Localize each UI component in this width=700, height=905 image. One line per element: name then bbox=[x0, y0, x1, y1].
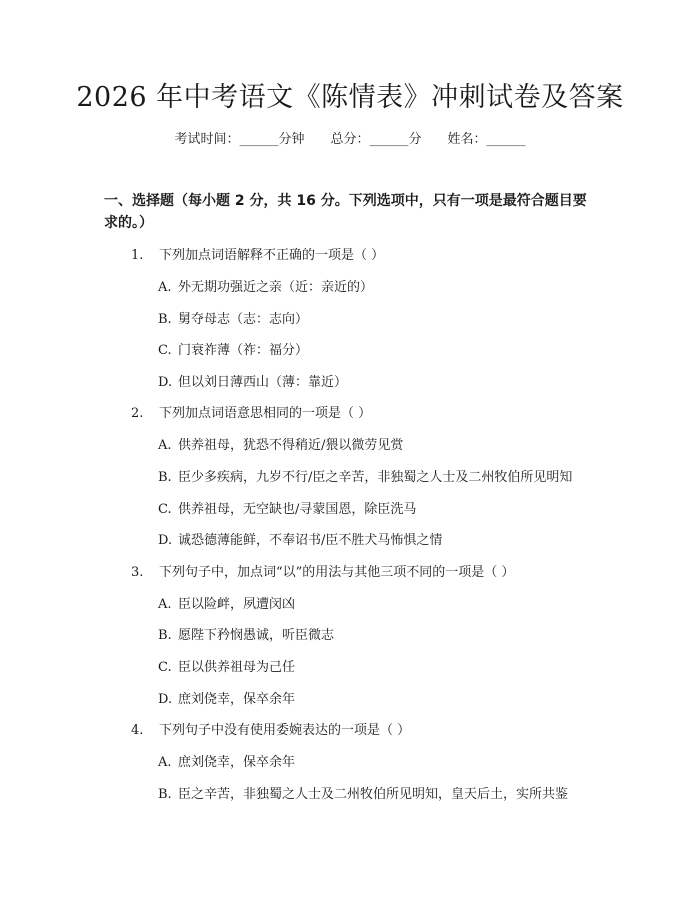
exam-title: 2026 年中考语文《陈情表》冲刺试卷及答案 bbox=[76, 82, 624, 113]
question-2-option-d bbox=[0, 525, 700, 557]
option-letter: D. bbox=[158, 533, 173, 549]
option-letter: A. bbox=[158, 755, 172, 771]
option-text: 供养祖母，犹恐不得稍近/猥以微劳见赏 bbox=[178, 438, 404, 454]
option-letter: B. bbox=[158, 628, 172, 644]
option-letter: B. bbox=[158, 311, 172, 327]
question-3-option-c bbox=[0, 652, 700, 684]
question-3-option-b bbox=[0, 620, 700, 652]
question-3-option-a bbox=[0, 589, 700, 621]
question-number: 4. bbox=[131, 723, 144, 739]
option-text: 门衰祚薄（祚：福分） bbox=[178, 343, 309, 359]
question-4-option-b bbox=[0, 779, 700, 811]
option-text: 臣少多疾病，九岁不行/臣之辛苦，非独蜀之人士及二州牧伯所见明知 bbox=[178, 469, 573, 485]
question-stem: 下列加点词语意思相同的一项是（ ） bbox=[159, 406, 372, 422]
option-letter: D. bbox=[158, 374, 173, 390]
option-letter: C. bbox=[158, 659, 172, 675]
option-text: 舅夺母志（志：志向） bbox=[178, 311, 309, 327]
question-4 bbox=[0, 715, 700, 747]
question-list bbox=[0, 240, 700, 810]
question-1-option-d bbox=[0, 367, 700, 399]
option-letter: B. bbox=[158, 786, 172, 802]
question-number: 3. bbox=[131, 564, 144, 580]
option-text: 臣以险衅，夙遭闵凶 bbox=[178, 596, 296, 612]
section-heading: 一、选择题（每小题 2 分，共 16 分。下列选项中，只有一项是最符合题目要求的。） bbox=[104, 193, 587, 231]
question-4-option-a bbox=[0, 747, 700, 779]
question-1 bbox=[0, 240, 700, 272]
question-stem: 下列句子中没有使用委婉表达的一项是（ ） bbox=[159, 723, 411, 739]
question-3 bbox=[0, 557, 700, 589]
option-letter: C. bbox=[158, 343, 172, 359]
question-1-option-c bbox=[0, 335, 700, 367]
option-text: 但以刘日薄西山（薄：靠近） bbox=[178, 374, 348, 390]
option-letter: A. bbox=[158, 280, 172, 295]
exam-meta-line bbox=[0, 128, 700, 152]
question-1-option-a bbox=[0, 272, 700, 304]
option-text: 臣之辛苦，非独蜀之人士及二州牧伯所见明知，皇天后土，实所共鉴 bbox=[178, 786, 569, 802]
option-text: 庶刘侥幸，保卒余年 bbox=[178, 691, 296, 707]
question-stem: 下列加点词语解释不正确的一项是（ ） bbox=[159, 248, 385, 263]
question-stem: 下列句子中，加点词“以”的用法与其他三项不同的一项是（ ） bbox=[159, 564, 515, 580]
question-3-option-d bbox=[0, 684, 700, 716]
option-text: 诚恐德薄能鲜，不奉诏书/臣不胜犬马怖惧之情 bbox=[178, 533, 443, 549]
question-2-option-a bbox=[0, 430, 700, 462]
option-text: 供养祖母，无空缺也/寻蒙国恩，除臣洗马 bbox=[178, 501, 417, 517]
question-2 bbox=[0, 398, 700, 430]
option-text: 臣以供养祖母为己任 bbox=[178, 659, 296, 675]
question-2-option-b bbox=[0, 462, 700, 494]
option-text: 外无期功强近之亲（近：亲近的） bbox=[178, 280, 374, 295]
option-text: 庶刘侥幸，保卒余年 bbox=[178, 755, 296, 771]
exam-time-field: 考试时间：______分钟 bbox=[174, 132, 305, 147]
student-name-field: 姓名：______ bbox=[447, 132, 526, 147]
question-number: 1. bbox=[131, 248, 144, 263]
option-letter: D. bbox=[158, 691, 173, 707]
option-letter: C. bbox=[158, 501, 172, 517]
option-letter: A. bbox=[158, 596, 172, 612]
option-letter: A. bbox=[158, 438, 172, 454]
exam-score-field: 总分：______分 bbox=[330, 132, 422, 147]
question-number: 2. bbox=[131, 406, 144, 422]
option-letter: B. bbox=[158, 469, 172, 485]
option-text: 愿陛下矜悯愚诚，听臣微志 bbox=[178, 628, 335, 644]
question-1-option-b bbox=[0, 304, 700, 336]
question-2-option-c bbox=[0, 494, 700, 526]
